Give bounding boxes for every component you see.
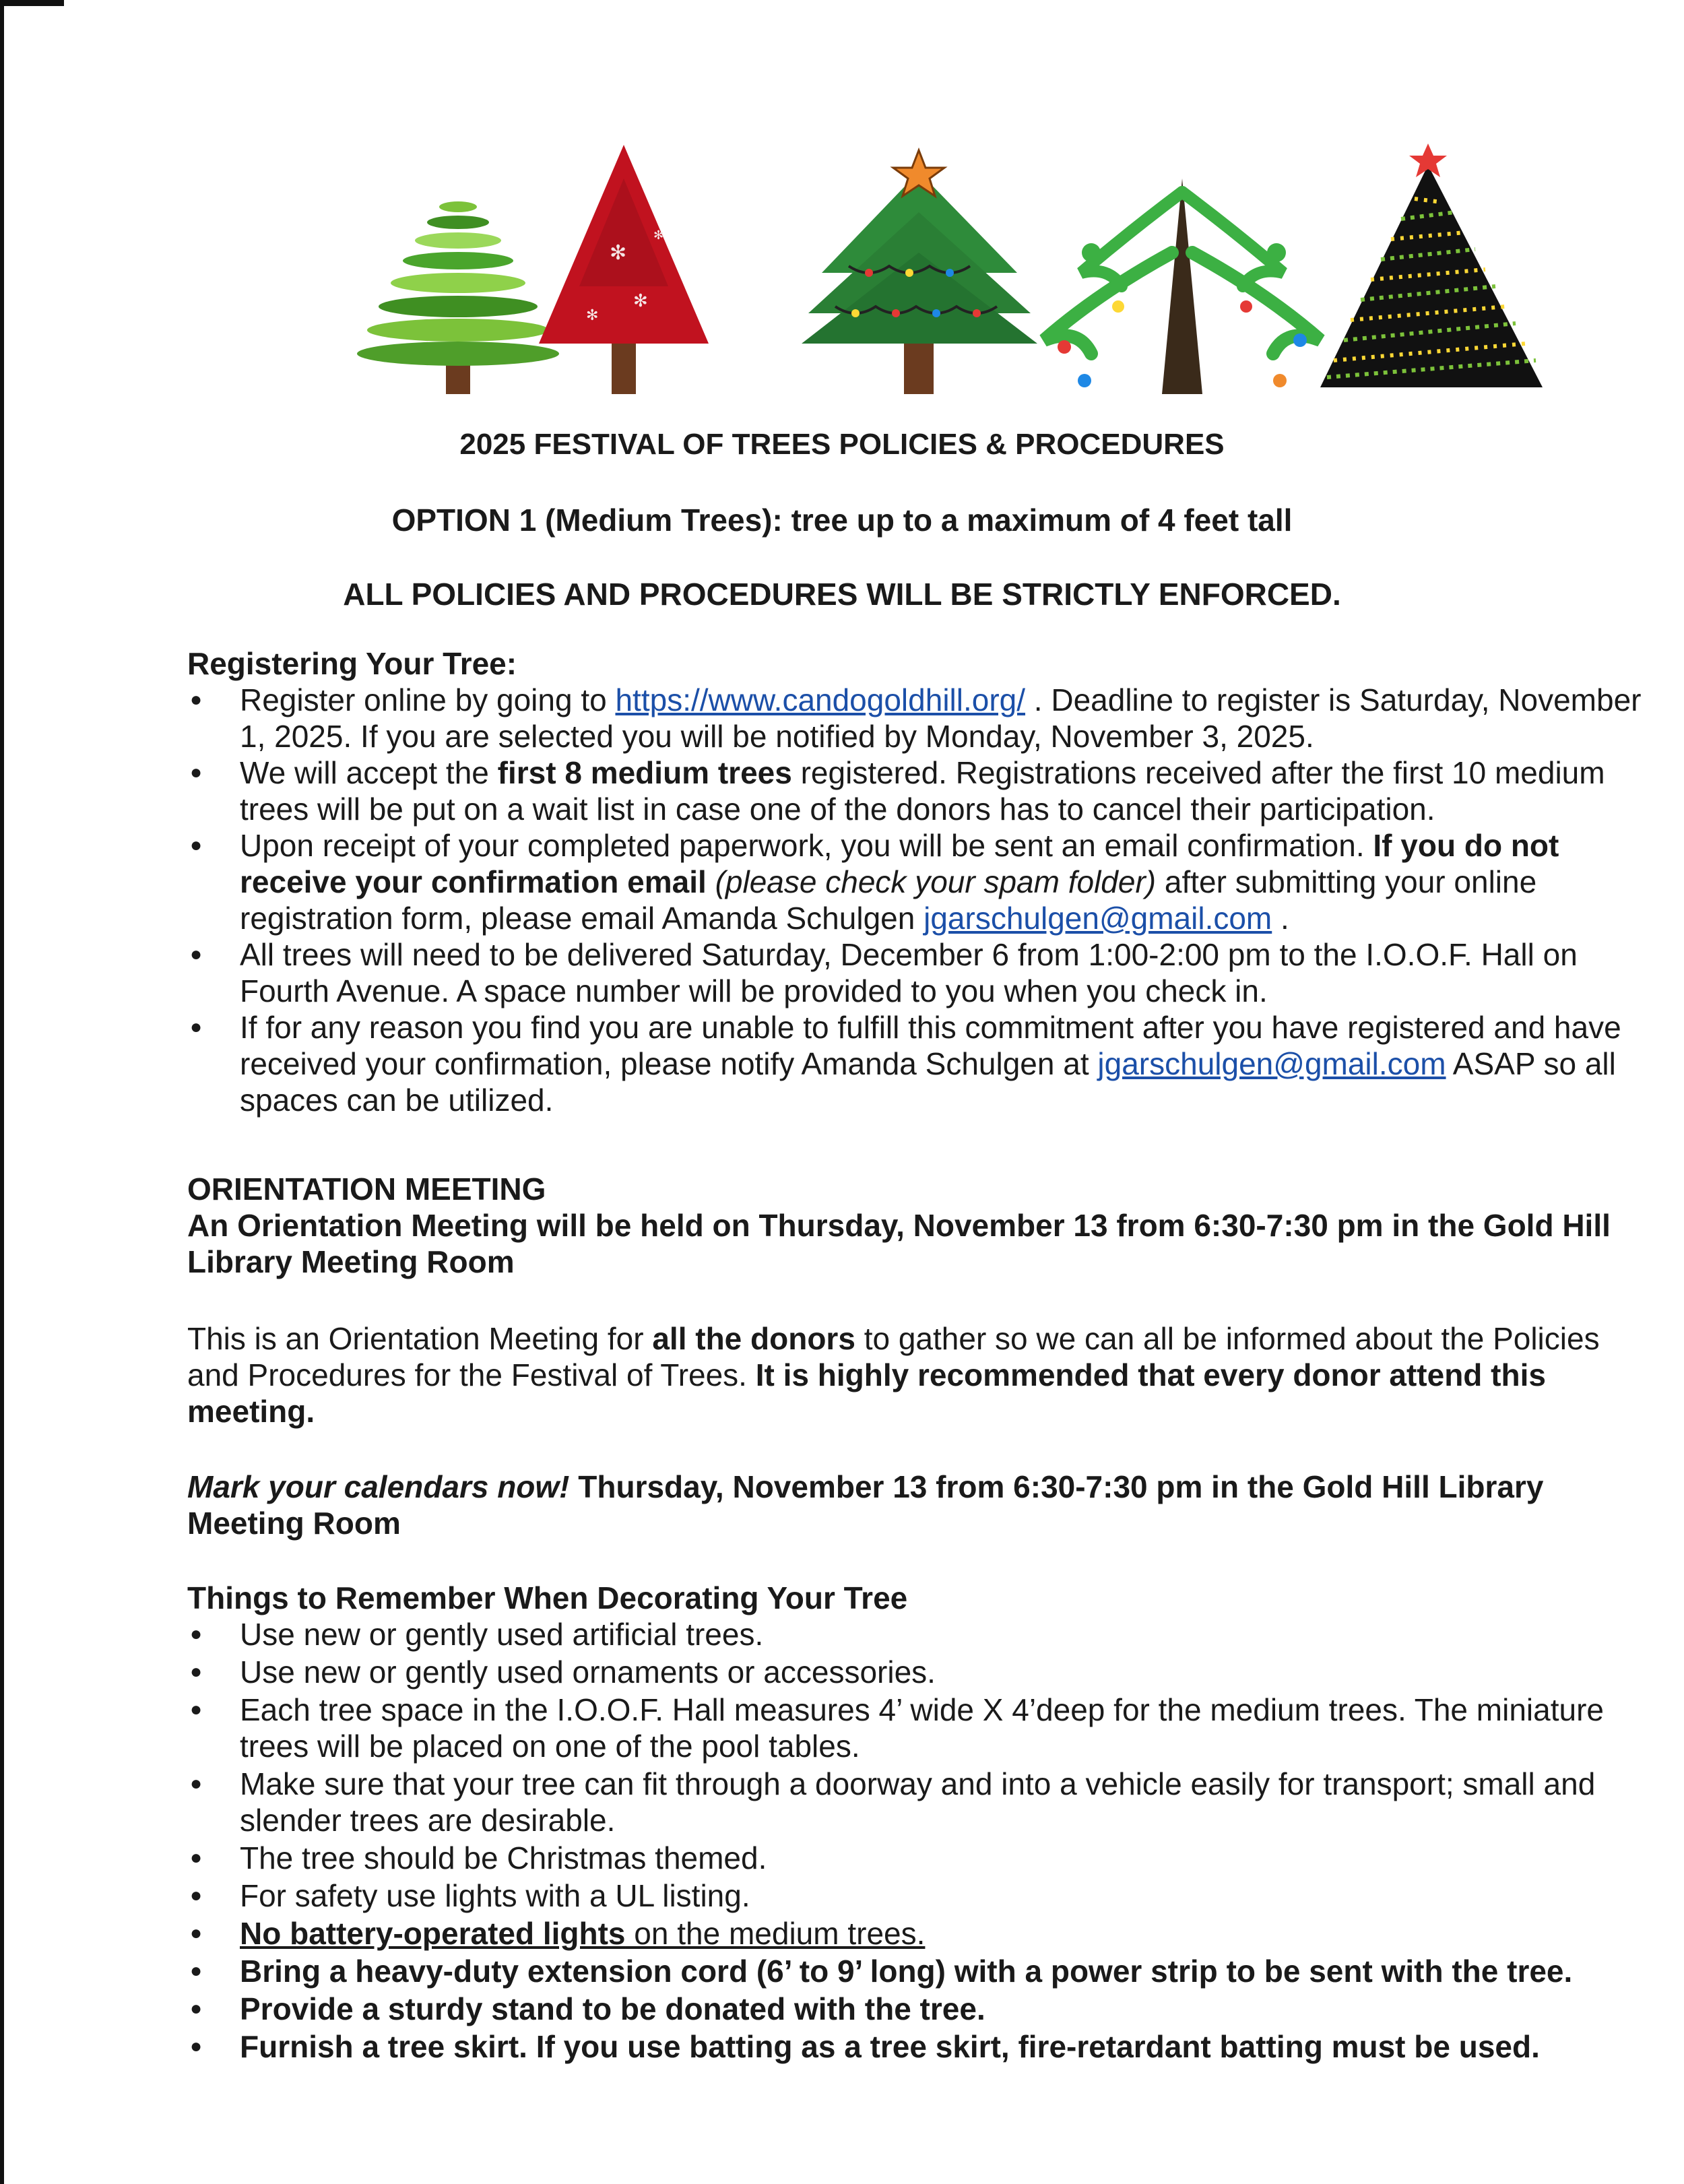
red-patterned-tree-icon — [539, 145, 709, 394]
orientation-section — [187, 1171, 1642, 1280]
list-item: ● All trees will need to be delivered Saturday, December 6 from 1:00-2:00 pm to the I.O.O.F. Hall on Fourth Avenue. A space number will be provided to you when you check in. — [187, 936, 1642, 1009]
christmas-trees-banner-icon — [337, 138, 1563, 408]
email-link[interactable]: jgarschulgen@gmail.com — [1097, 1046, 1446, 1081]
list-item: ● For safety use lights with a UL listing. — [187, 1877, 1642, 1914]
list-item: ● Upon receipt of your completed paperwork, you will be sent an email confirmation. If you do not receive your confirmation email (please check your spam folder) after submitting your online registration form, please email Amanda Schulgen jgarschulgen@gmail.com . — [187, 827, 1642, 936]
svg-text:✻: ✻ — [586, 307, 599, 324]
list-item: ● We will accept the first 8 medium trees registered. Registrations received after the first 10 medium trees will be put on a wait list in case one of the donors has to cancel their participation. — [187, 754, 1642, 827]
remember-section — [187, 1580, 1642, 2066]
list-item: ● If for any reason you find you are unable to fulfill this commitment after you have registered and have received your confirmation, please notify Amanda Schulgen at jgarschulgen@gmail.com ASAP so all spaces can be utilized. — [187, 1009, 1642, 1118]
green-swirl-tree-icon — [357, 201, 559, 394]
registering-list — [187, 682, 1642, 1118]
orientation-heading: ORIENTATION MEETING — [187, 1171, 546, 1207]
list-item: ● No battery-operated lights on the medium trees. — [187, 1915, 1642, 1952]
list-item: ● Make sure that your tree can fit through a doorway and into a vehicle easily for transport; small and slender trees are desirable. — [187, 1766, 1642, 1838]
registering-heading: Registering Your Tree: — [187, 646, 517, 681]
remember-heading: Things to Remember When Decorating Your Tree — [187, 1580, 908, 1615]
list-item: ● Each tree space in the I.O.O.F. Hall measures 4’ wide X 4’deep for the medium trees. The miniature trees will be placed on one of the pool tables. — [187, 1692, 1642, 1764]
list-item: ● Bring a heavy-duty extension cord (6’ to 9’ long) with a power strip to be sent with the tree. — [187, 1953, 1642, 1989]
list-item: ● Provide a sturdy stand to be donated with the tree. — [187, 1991, 1642, 2027]
orientation-announcement: An Orientation Meeting will be held on Thursday, November 13 from 6:30-7:30 pm in the Gold Hill Library Meeting Room — [187, 1208, 1611, 1279]
list-item: ● The tree should be Christmas themed. — [187, 1840, 1642, 1876]
black-lights-tree-icon — [1320, 143, 1543, 387]
remember-list — [187, 1616, 1642, 2065]
website-link[interactable]: https://www.candogoldhill.org/ — [615, 682, 1026, 717]
svg-text:✻: ✻ — [610, 241, 627, 265]
scan-edge — [0, 0, 4, 2184]
registering-section — [187, 645, 1642, 1118]
list-item: ● Use new or gently used ornaments or accessories. — [187, 1654, 1642, 1690]
svg-text:✻: ✻ — [633, 291, 648, 311]
email-link[interactable]: jgarschulgen@gmail.com — [924, 901, 1272, 936]
mark-calendar-note: Mark your calendars now! Thursday, November 13 from 6:30-7:30 pm in the Gold Hill Library Meeting Room — [187, 1469, 1544, 1541]
page-title: 2025 FESTIVAL OF TREES POLICIES & PROCEDURES — [459, 428, 1225, 461]
list-item: ● Use new or gently used artificial trees. — [187, 1616, 1642, 1652]
enforcement-notice: ALL POLICIES AND PROCEDURES WILL BE STRICTLY ENFORCED. — [343, 577, 1341, 612]
svg-text:✻: ✻ — [653, 228, 664, 243]
list-item: ● Register online by going to https://www.candogoldhill.org/ . Deadline to register is Saturday, November 1, 2025. If you are selected you will be notified by Monday, November 3, 2025. — [187, 682, 1642, 754]
curly-tree-icon — [1044, 179, 1320, 394]
star-topped-tree-icon — [802, 150, 1037, 394]
list-item: ● Furnish a tree skirt. If you use batting as a tree skirt, fire-retardant batting must be used. — [187, 2028, 1642, 2065]
scan-edge-top — [0, 0, 64, 6]
option-subtitle: OPTION 1 (Medium Trees): tree up to a maximum of 4 feet tall — [391, 503, 1293, 538]
orientation-paragraph: This is an Orientation Meeting for all the donors to gather so we can all be informed about the Policies and Procedures for the Festival of Trees. It is highly recommended that every donor attend this meeting. — [187, 1321, 1600, 1429]
